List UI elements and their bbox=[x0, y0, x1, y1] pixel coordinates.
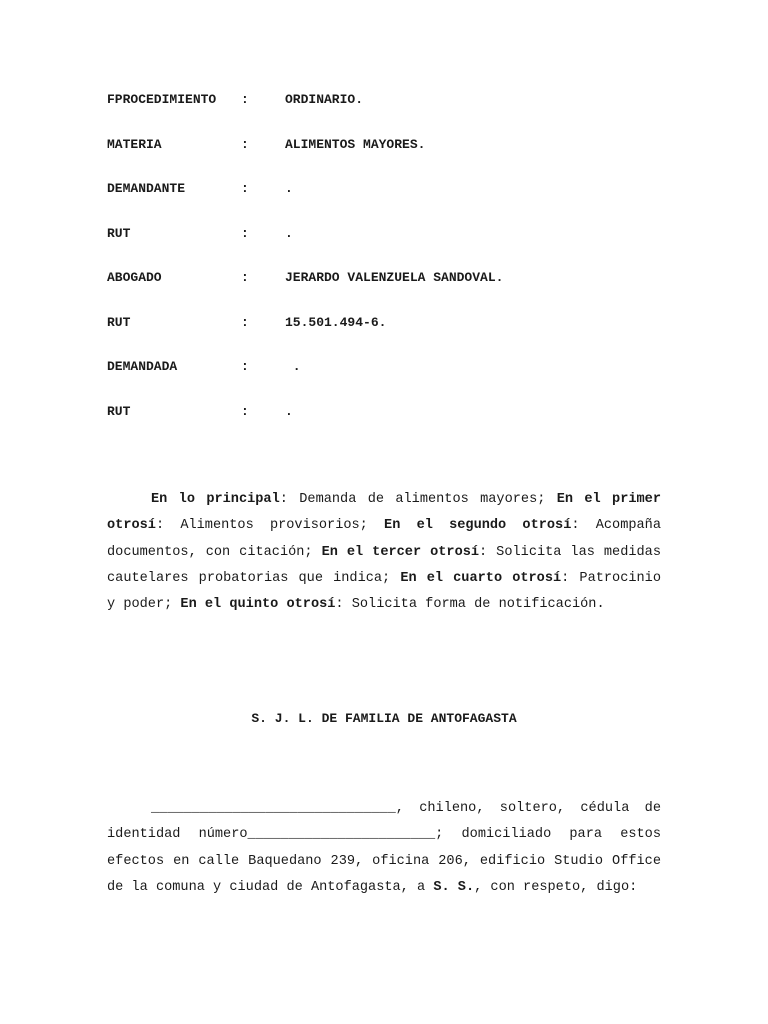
summary-principal-label: En lo principal bbox=[151, 492, 280, 507]
header-row-rut-demandante bbox=[107, 224, 293, 269]
header-label: RUT bbox=[107, 403, 131, 419]
body-text-3: , con respeto, digo: bbox=[474, 879, 638, 895]
body-text-1: , chileno, soltero, cédula de identidad número bbox=[107, 801, 661, 843]
summary-paragraph bbox=[107, 487, 661, 618]
body-text-2: ; domiciliado para estos efectos en calle Baquedano 239, oficina 206, edificio Studio Office de la comuna y ciudad de Antofagasta, a bbox=[107, 827, 661, 895]
header-value: . bbox=[285, 225, 293, 241]
header-row-abogado bbox=[107, 268, 504, 313]
header-separator: : bbox=[241, 270, 249, 285]
header-label: FPROCEDIMIENTO bbox=[107, 92, 217, 107]
summary-first-otrosi-text: : Alimentos provisorios; bbox=[155, 518, 385, 534]
summary-third-otrosi-label: En el tercer otrosí bbox=[321, 544, 480, 560]
header-value: JERARDO VALENZUELA SANDOVAL. bbox=[285, 270, 504, 285]
header-value: . bbox=[285, 403, 293, 419]
header-separator: : bbox=[241, 403, 249, 419]
header-label: DEMANDADA bbox=[107, 359, 178, 374]
summary-fifth-otrosi-label: En el quinto otrosí bbox=[180, 597, 336, 613]
header-separator: : bbox=[241, 314, 249, 330]
summary-first-otrosi-label: En el primer otrosí bbox=[107, 492, 661, 534]
case-header bbox=[107, 90, 504, 446]
header-value: . bbox=[285, 181, 293, 196]
summary-fourth-otrosi-text: : Patrocinio y poder; bbox=[107, 570, 661, 613]
header-label: RUT bbox=[107, 314, 131, 330]
summary-second-otrosi-text: : Acompaña documentos, con citación; bbox=[107, 518, 661, 560]
header-separator: : bbox=[241, 225, 249, 241]
header-label: DEMANDANTE bbox=[107, 181, 186, 196]
header-value: ALIMENTOS MAYORES. bbox=[285, 136, 426, 152]
header-separator: : bbox=[241, 136, 249, 152]
header-label: MATERIA bbox=[107, 136, 162, 152]
header-separator: : bbox=[241, 359, 249, 374]
header-separator: : bbox=[241, 181, 249, 196]
body-paragraph bbox=[107, 796, 661, 901]
header-row-rut-abogado bbox=[107, 313, 387, 358]
summary-fourth-otrosi-label: En el cuarto otrosí bbox=[400, 570, 562, 586]
header-label: ABOGADO bbox=[107, 270, 162, 285]
header-value: 15.501.494-6. bbox=[285, 314, 387, 330]
header-label: RUT bbox=[107, 225, 131, 241]
ss-abbreviation: S. S. bbox=[433, 879, 475, 895]
header-row-materia bbox=[107, 135, 426, 180]
name-blank: ______________________________ bbox=[151, 801, 396, 816]
header-value: ORDINARIO. bbox=[285, 92, 364, 107]
header-value: . bbox=[285, 359, 301, 374]
header-row-demandada bbox=[107, 357, 301, 402]
summary-fifth-otrosi-text: : Solicita forma de notificación. bbox=[335, 597, 605, 613]
header-row-demandante bbox=[107, 179, 293, 224]
header-row-procedimiento bbox=[107, 90, 364, 135]
header-row-rut-demandada bbox=[107, 402, 293, 447]
summary-third-otrosi-text: : Solicita las medidas cautelares probatorias que indica; bbox=[107, 544, 661, 586]
summary-second-otrosi-label: En el segundo otrosí bbox=[384, 518, 572, 534]
summary-principal-text: : Demanda de alimentos mayores; bbox=[279, 492, 557, 507]
id-number-blank: _______________________ bbox=[247, 827, 436, 843]
court-title: S. J. L. DE FAMILIA DE ANTOFAGASTA bbox=[251, 711, 517, 726]
header-separator: : bbox=[241, 92, 249, 107]
